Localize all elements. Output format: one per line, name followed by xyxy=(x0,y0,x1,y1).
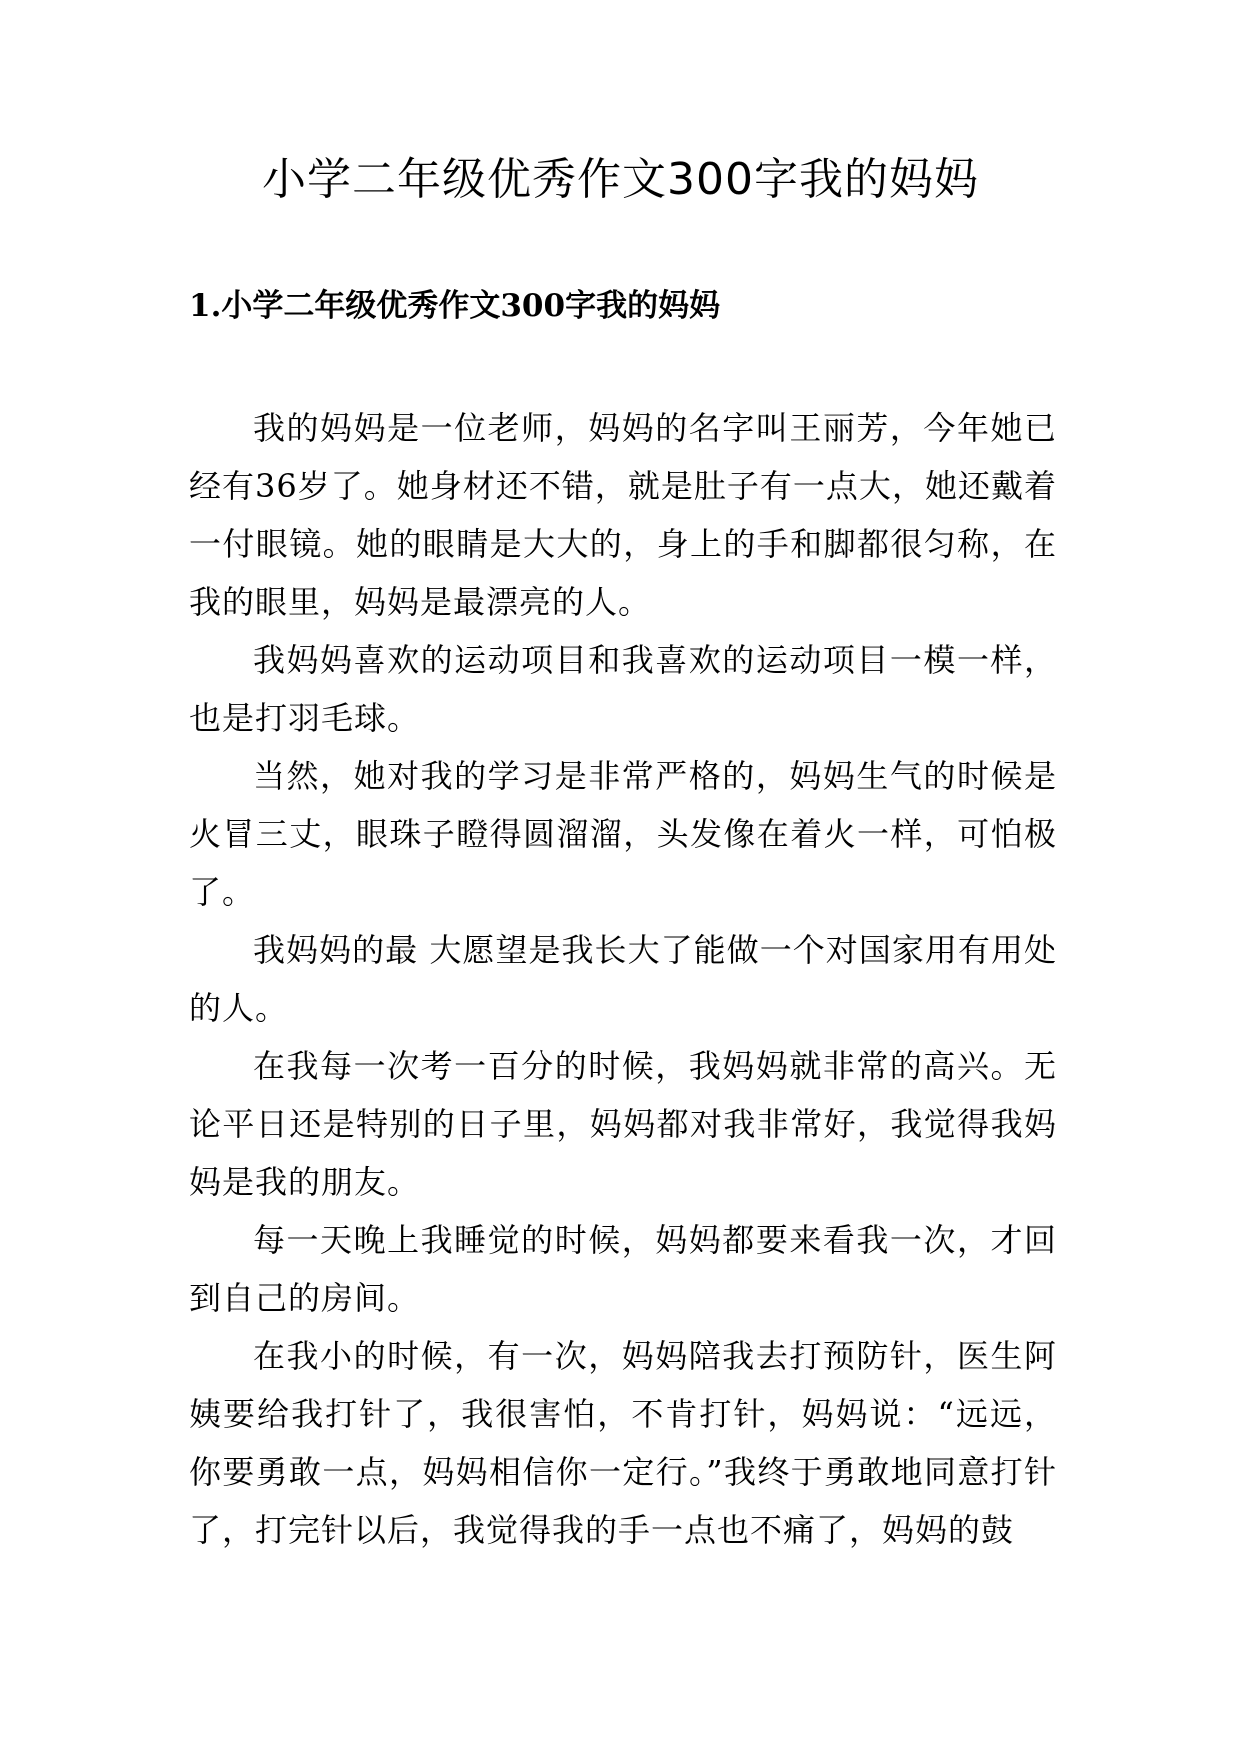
paragraph: 我的妈妈是一位老师，妈妈的名字叫王丽芳，今年她已经有36岁了。她身材还不错，就是肚子有一点大，她还戴着一付眼镜。她的眼睛是大大的，身上的手和脚都很匀称，在我的眼里，妈妈是最漂亮的人。 xyxy=(189,409,1057,621)
document-title: 小学二年级优秀作文300字我的妈妈 xyxy=(262,154,979,205)
paragraph: 每一天晚上我睡觉的时候，妈妈都要来看我一次，才回到自己的房间。 xyxy=(189,1221,1057,1317)
paragraph: 当然，她对我的学习是非常严格的，妈妈生气的时候是火冒三丈，眼珠子瞪得圆溜溜，头发像在着火一样，可怕极了。 xyxy=(189,757,1057,911)
paragraph: 在我小的时候，有一次，妈妈陪我去打预防针，医生阿姨要给我打针了，我很害怕，不肯打针，妈妈说：“远远，你要勇敢一点，妈妈相信你一定行。”我终于勇敢地同意打针了，打完针以后，我觉得我的手一点也不痛了，妈妈的鼓 xyxy=(189,1337,1057,1549)
paragraph: 在我每一次考一百分的时候，我妈妈就非常的高兴。无论平日还是特别的日子里，妈妈都对我非常好，我觉得我妈妈是我的朋友。 xyxy=(189,1047,1057,1201)
paragraph: 我妈妈的最 大愿望是我长大了能做一个对国家用有用处的人。 xyxy=(189,931,1057,1027)
essay-body xyxy=(189,399,1057,1559)
paragraph: 我妈妈喜欢的运动项目和我喜欢的运动项目一模一样，也是打羽毛球。 xyxy=(189,641,1057,737)
section-heading: 1.小学二年级优秀作文300字我的妈妈 xyxy=(189,288,721,324)
